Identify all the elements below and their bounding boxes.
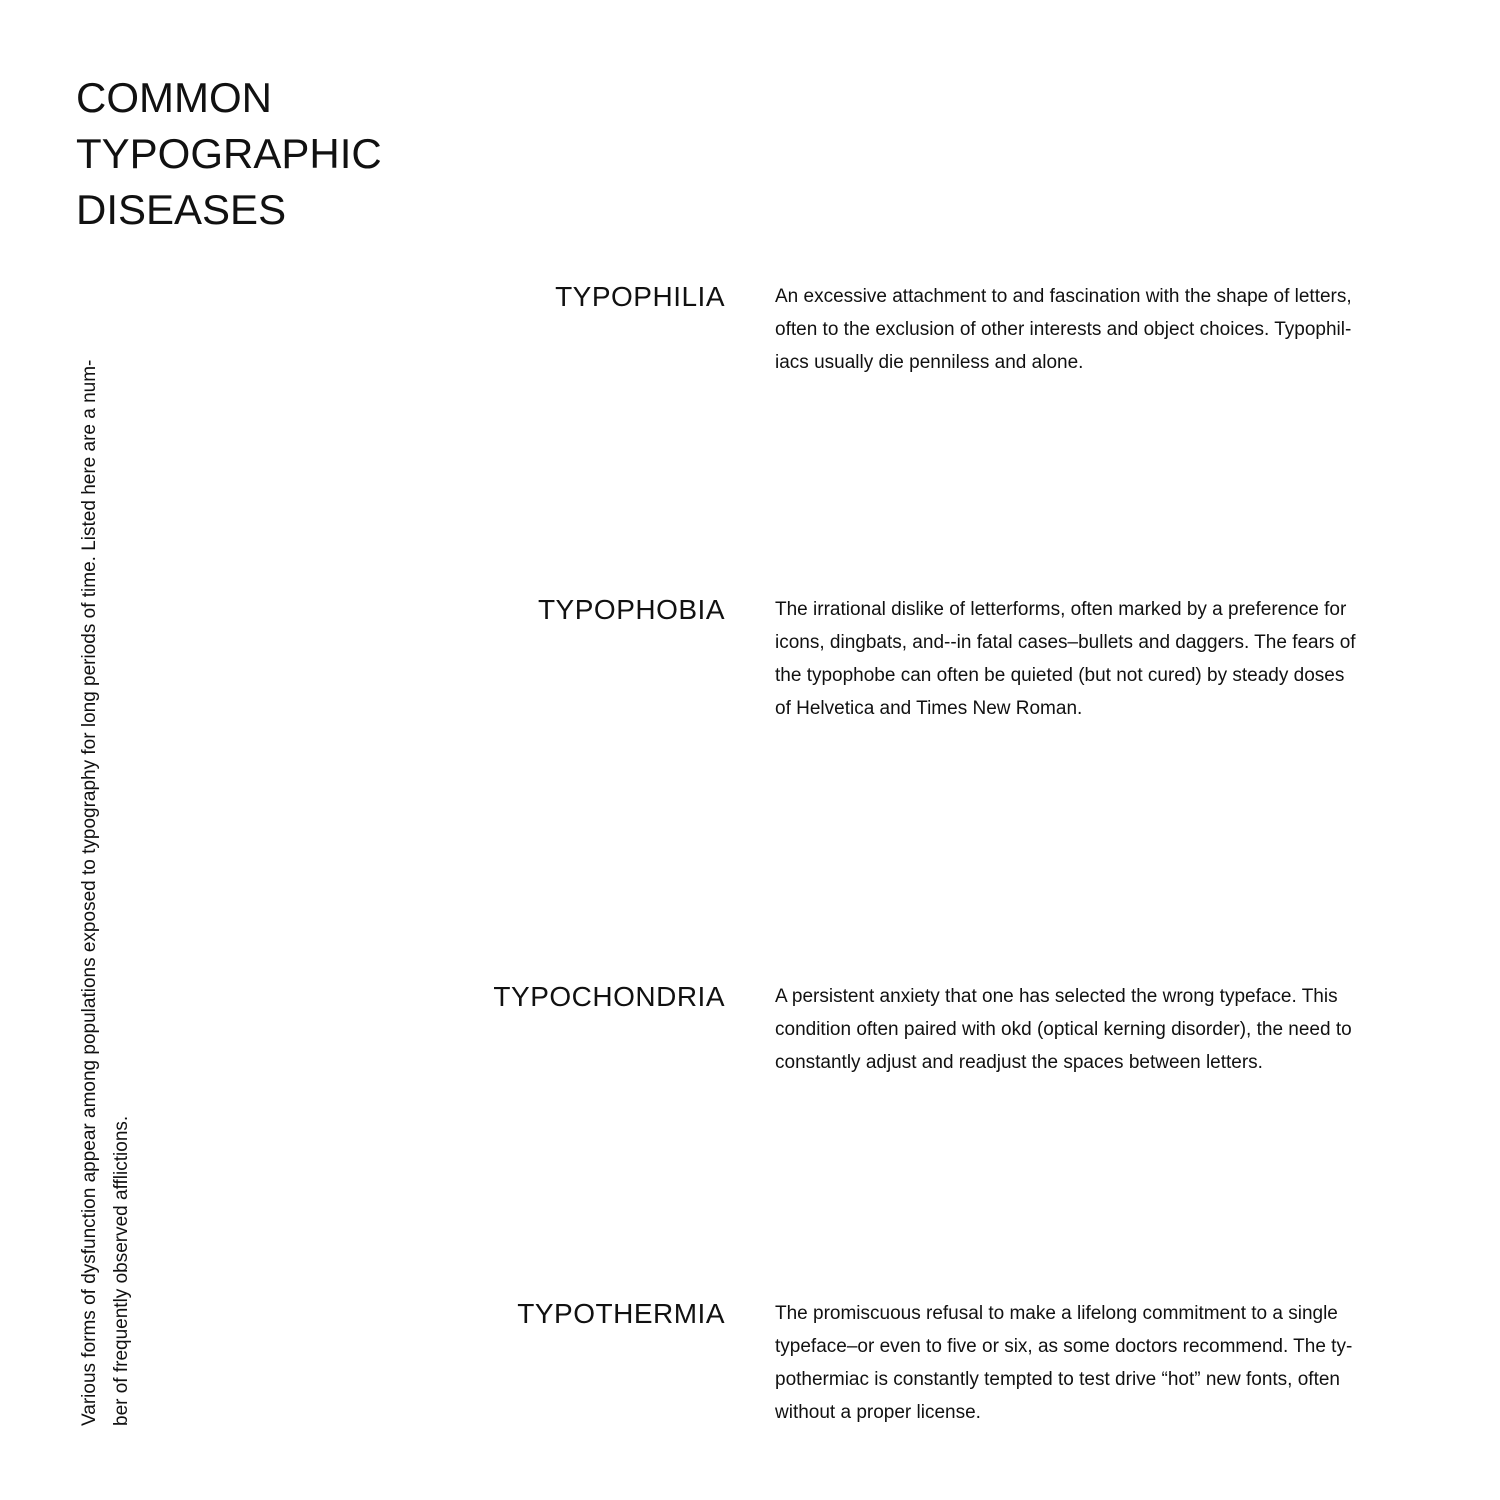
term-definition xyxy=(775,980,1435,1079)
definition-line: the typophobe can often be quieted (but not cured) by steady doses xyxy=(775,665,1345,686)
definition-line: constantly adjust and readjust the spaces between letters. xyxy=(775,1052,1263,1073)
definition-line: typeface–or even to five or six, as some doctors recommend. The ty- xyxy=(775,1336,1353,1357)
definition-line: A persistent anxiety that one has selected the wrong typeface. This xyxy=(775,986,1338,1007)
term-label: TYPOTHERMIA xyxy=(517,1298,725,1329)
definition-line: iacs usually die penniless and alone. xyxy=(775,352,1084,373)
page-title xyxy=(76,70,382,238)
definition-line: without a proper license. xyxy=(775,1402,981,1423)
definition-line: The promiscuous refusal to make a lifelong commitment to a single xyxy=(775,1303,1338,1324)
definition-line: often to the exclusion of other interests and object choices. Typophil- xyxy=(775,319,1352,340)
definition-line: pothermiac is constantly tempted to test drive “hot” new fonts, often xyxy=(775,1369,1340,1390)
title-line: TYPOGRAPHIC xyxy=(76,130,382,177)
term-label: TYPOPHOBIA xyxy=(537,594,725,625)
title-line: DISEASES xyxy=(76,186,287,233)
intro-line: Various forms of dysfunction appear among populations exposed to typography for long periods of time. Listed here are a num- xyxy=(79,359,100,1426)
term-label: TYPOPHILIA xyxy=(555,281,725,312)
vertical-intro-text xyxy=(74,226,138,1426)
intro-line: ber of frequently observed afflictions. xyxy=(111,1115,132,1426)
term-definition xyxy=(775,1297,1435,1429)
definition-line: The irrational dislike of letterforms, often marked by a preference for xyxy=(775,599,1347,620)
definition-line: of Helvetica and Times New Roman. xyxy=(775,698,1083,719)
definition-line: icons, dingbats, and--in fatal cases–bullets and daggers. The fears of xyxy=(775,632,1356,653)
term-label: TYPOCHONDRIA xyxy=(493,981,725,1012)
definition-line: An excessive attachment to and fascination with the shape of letters, xyxy=(775,286,1352,307)
term-definition xyxy=(775,280,1435,379)
title-line: COMMON xyxy=(76,74,272,121)
definition-line: condition often paired with okd (optical kerning disorder), the need to xyxy=(775,1019,1352,1040)
term-definition xyxy=(775,593,1435,725)
